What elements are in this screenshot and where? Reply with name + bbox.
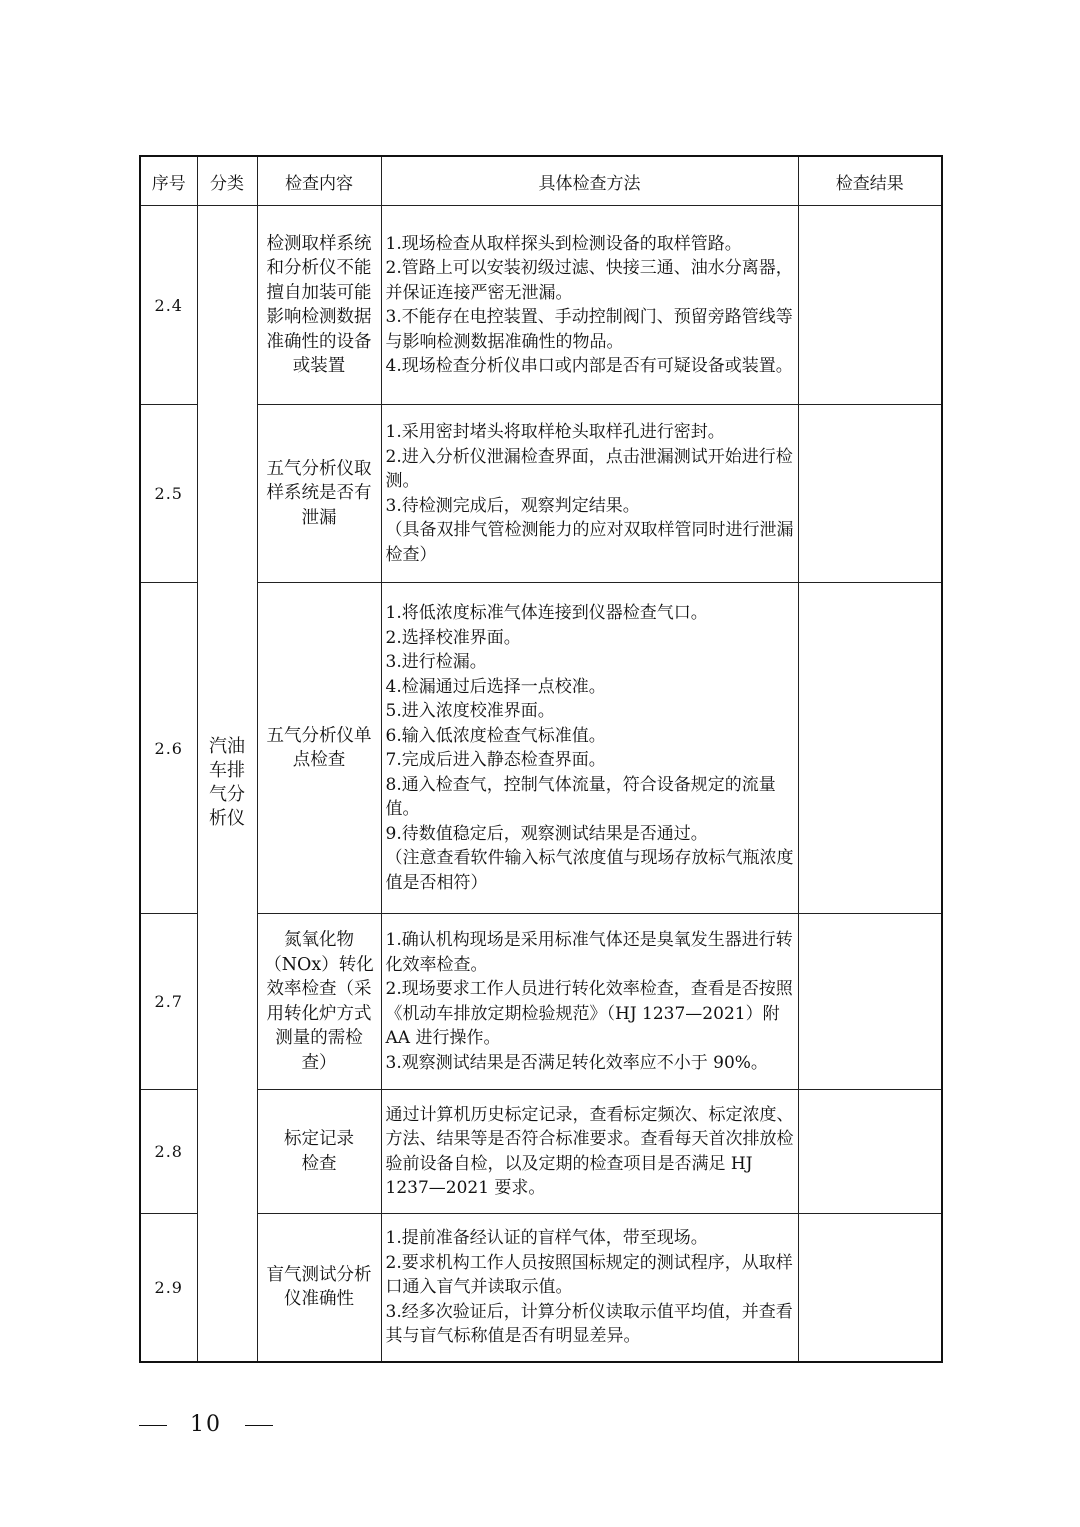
- inspection-table-container: [139, 155, 941, 1363]
- row-number: 2.6: [140, 583, 197, 914]
- table-row: [140, 405, 942, 583]
- header-no: 序号: [140, 156, 197, 206]
- method-step: 7.完成后进入静态检查界面。: [385, 750, 606, 770]
- check-content: 五气分析仪单点检查: [257, 583, 381, 914]
- method-step: 2.要求机构工作人员按照国标规定的测试程序，从取样口通入盲气并读取示值。: [385, 1252, 793, 1297]
- method-step: 8.通入检查气，控制气体流量，符合设备规定的流量值。: [385, 774, 776, 819]
- method-step: 3.经多次验证后，计算分析仪读取示值平均值，并查看其与盲气标称值是否有明显差异。: [385, 1301, 793, 1346]
- check-method: [381, 914, 798, 1090]
- check-result: [798, 405, 942, 583]
- method-step: 3.不能存在电控装置、手动控制阀门、预留旁路管线等与影响检测数据准确性的物品。: [385, 307, 793, 352]
- table-row: [140, 1090, 942, 1214]
- method-step: 3.观察测试结果是否满足转化效率应不小于 90%。: [385, 1052, 768, 1073]
- row-number: 2.5: [140, 405, 197, 583]
- method-step: 4.检漏通过后选择一点校准。: [385, 676, 606, 697]
- method-step: 6.输入低浓度检查气标准值。: [385, 725, 606, 746]
- table-row: [140, 583, 942, 914]
- page-footer: [139, 1412, 273, 1437]
- table-row: [140, 914, 942, 1090]
- method-step: 2.选择校准界面。: [385, 627, 521, 648]
- check-method: [381, 1214, 798, 1362]
- row-number: 2.9: [140, 1214, 197, 1362]
- row-number: 2.7: [140, 914, 197, 1090]
- footer-dash-right: [245, 1425, 273, 1426]
- check-result: [798, 206, 942, 405]
- method-paragraph: 通过计算机历史标定记录，查看标定频次、标定浓度、方法、结果等是否符合标准要求。查看每天首次排放检验前设备自检，以及定期的检查项目是否满足 HJ 1237—2021 要求。: [385, 1104, 794, 1198]
- table-header-row: [140, 156, 942, 206]
- check-method: [381, 405, 798, 583]
- method-step: 1.将低浓度标准气体连接到仪器检查气口。: [385, 603, 708, 623]
- method-note: （注意查看软件输入标气浓度值与现场存放标气瓶浓度值是否相符）: [385, 848, 794, 893]
- check-content: 检测取样系统和分析仪不能擅自加装可能影响检测数据准确性的设备或装置: [257, 206, 381, 405]
- method-step: 3.进行检漏。: [385, 652, 487, 672]
- header-category: 分类: [197, 156, 257, 206]
- check-method: [381, 1090, 798, 1214]
- header-result: 检查结果: [798, 156, 942, 206]
- check-result: [798, 583, 942, 914]
- method-step: 4.现场检查分析仪串口或内部是否有可疑设备或装置。: [385, 356, 793, 376]
- method-step: 3.待检测完成后，观察判定结果。: [385, 495, 640, 516]
- method-step: 9.待数值稳定后，观察测试结果是否通过。: [385, 823, 708, 844]
- method-step: 2.进入分析仪泄漏检查界面，点击泄漏测试开始进行检测。: [385, 446, 793, 491]
- table-row: [140, 206, 942, 405]
- check-method: [381, 206, 798, 405]
- method-note: （具备双排气管检测能力的应对双取样管同时进行泄漏检查）: [385, 520, 794, 565]
- header-method: 具体检查方法: [381, 156, 798, 206]
- check-method: [381, 583, 798, 914]
- footer-dash-left: [139, 1425, 167, 1426]
- method-step: 5.进入浓度校准界面。: [385, 701, 555, 721]
- inspection-table: [139, 155, 943, 1363]
- row-number: 2.4: [140, 206, 197, 405]
- check-content: 五气分析仪取样系统是否有泄漏: [257, 405, 381, 583]
- method-step: 1.提前准备经认证的盲样气体，带至现场。: [385, 1228, 708, 1248]
- check-result: [798, 1214, 942, 1362]
- table-row: [140, 1214, 942, 1362]
- category-label: 汽油车排气分析仪: [209, 736, 245, 830]
- method-step: 1.确认机构现场是采用标准气体还是臭氧发生器进行转化效率检查。: [385, 930, 793, 975]
- method-step: 2.管路上可以安装初级过滤、快接三通、油水分离器，并保证连接严密无泄漏。: [385, 258, 793, 303]
- row-number: 2.8: [140, 1090, 197, 1214]
- category-cell: [197, 206, 257, 1362]
- method-step: 2.现场要求工作人员进行转化效率检查，查看是否按照《机动车排放定期检验规范》（HJ 1237—2021）附 AA 进行操作。: [385, 979, 793, 1048]
- method-step: 1.采用密封堵头将取样枪头取样孔进行密封。: [385, 422, 725, 442]
- method-step: 1.现场检查从取样探头到检测设备的取样管路。: [385, 233, 742, 254]
- header-content: 检查内容: [257, 156, 381, 206]
- check-content: 氮氧化物（NOx）转化效率检查（采用转化炉方式测量的需检查）: [257, 914, 381, 1090]
- check-content: 盲气测试分析仪准确性: [257, 1214, 381, 1362]
- check-content: 标定记录检查: [257, 1090, 381, 1214]
- check-result: [798, 1090, 942, 1214]
- check-result: [798, 914, 942, 1090]
- page-number: 10: [190, 1412, 222, 1437]
